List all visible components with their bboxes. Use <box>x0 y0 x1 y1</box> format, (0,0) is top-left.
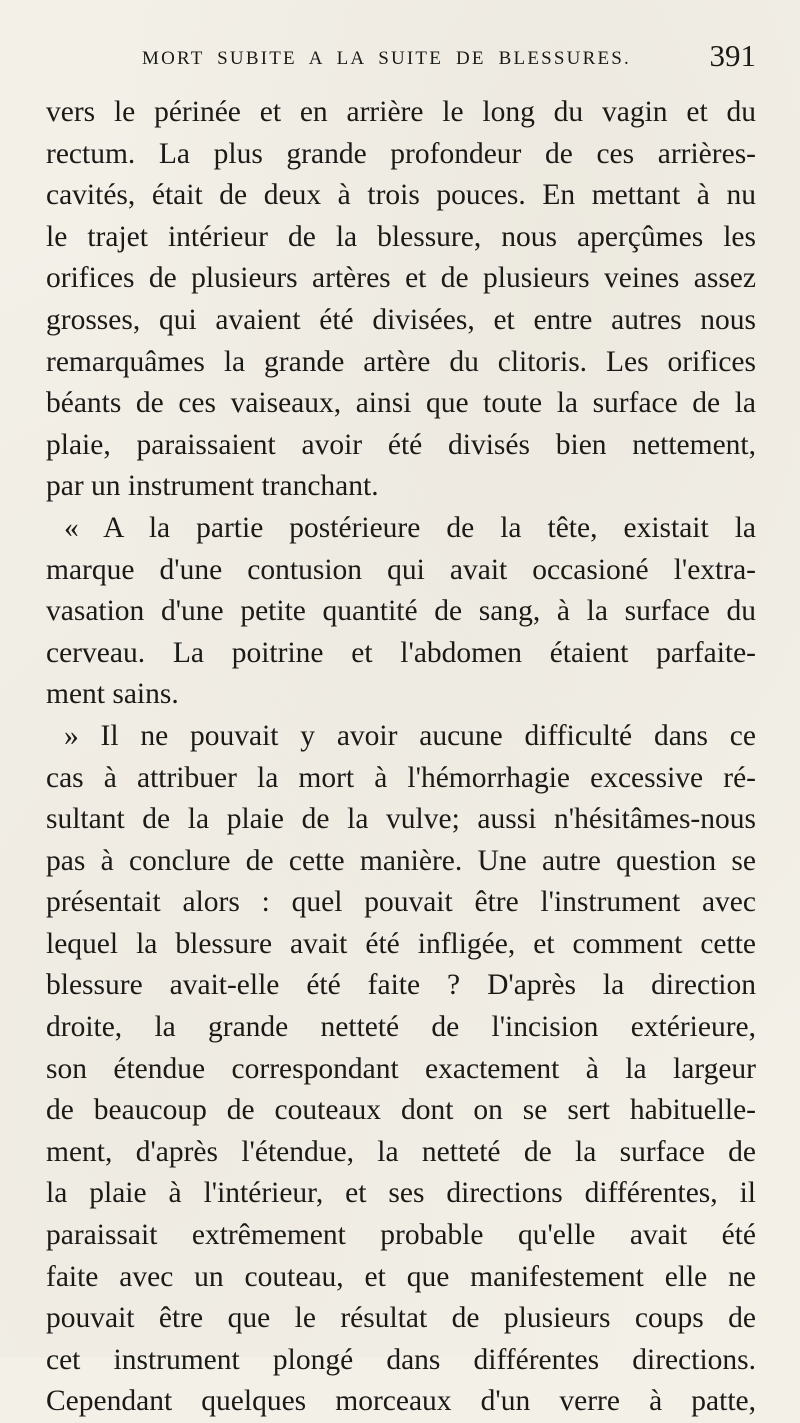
text-line: paraissait extrêmement probable qu'elle avait été <box>46 1219 756 1252</box>
running-head: MORT SUBITE A LA SUITE DE BLESSURES. <box>142 48 632 69</box>
text-line: ment, d'après l'étendue, la netteté de la surface de <box>46 1135 756 1168</box>
text-line: cerveau. La poitrine et l'abdomen étaient parfaite- <box>46 636 756 669</box>
text-line: le trajet intérieur de la blessure, nous aperçûmes les <box>46 220 756 253</box>
text-line: blessure avait-elle été faite ? D'après la direction <box>46 969 756 1002</box>
text-line: Cependant quelques morceaux d'un verre à patte, <box>46 1385 756 1418</box>
text-line: lequel la blessure avait été infligée, et comment cette <box>46 927 756 960</box>
text-line: de beaucoup de couteaux dont on se sert habituelle- <box>46 1094 756 1127</box>
text-line: droite, la grande netteté de l'incision extérieure, <box>46 1011 756 1044</box>
text-line: ment sains. <box>46 678 179 711</box>
body-text <box>46 92 756 1423</box>
text-line: plaie, paraissaient avoir été divisés bien nettement, <box>46 428 756 461</box>
text-line: cavités, était de deux à trois pouces. En mettant à nu <box>46 179 756 212</box>
text-line: marque d'une contusion qui avait occasioné l'extra- <box>46 553 756 586</box>
text-line: cet instrument plongé dans différentes directions. <box>46 1343 756 1376</box>
text-line: vasation d'une petite quantité de sang, à la surface du <box>46 595 756 628</box>
text-line: sultant de la plaie de la vulve; aussi n'hésitâmes-nous <box>46 803 756 836</box>
text-line: cas à attribuer la mort à l'hémorrhagie excessive ré- <box>46 761 756 794</box>
text-line: grosses, qui avaient été divisées, et entre autres nous <box>46 303 756 336</box>
page-header <box>46 38 756 92</box>
text-line: pouvait être que le résultat de plusieurs coups de <box>46 1302 756 1335</box>
text-line: » Il ne pouvait y avoir aucune difficulté dans ce <box>64 719 756 752</box>
text-line: « A la partie postérieure de la tête, existait la <box>64 511 756 544</box>
text-line: pas à conclure de cette manière. Une autre question se <box>46 844 756 877</box>
text-line: vers le périnée et en arrière le long du vagin et du <box>46 96 756 128</box>
text-line: remarquâmes la grande artère du clitoris. Les orifices <box>46 345 756 378</box>
text-line: orifices de plusieurs artères et de plusieurs veines assez <box>46 262 756 295</box>
text-line: béants de ces vaiseaux, ainsi que toute la surface de la <box>46 387 756 420</box>
text-line: son étendue correspondant exactement à la largeur <box>46 1052 756 1085</box>
page-number: 391 <box>709 38 756 73</box>
text-line: rectum. La plus grande profondeur de ces arrières- <box>46 137 756 170</box>
text-line: la plaie à l'intérieur, et ses directions différentes, il <box>46 1177 756 1210</box>
text-line: présentait alors : quel pouvait être l'instrument avec <box>46 886 756 919</box>
text-line: par un instrument tranchant. <box>46 470 379 503</box>
text-line: faite avec un couteau, et que manifestement elle ne <box>46 1260 756 1293</box>
